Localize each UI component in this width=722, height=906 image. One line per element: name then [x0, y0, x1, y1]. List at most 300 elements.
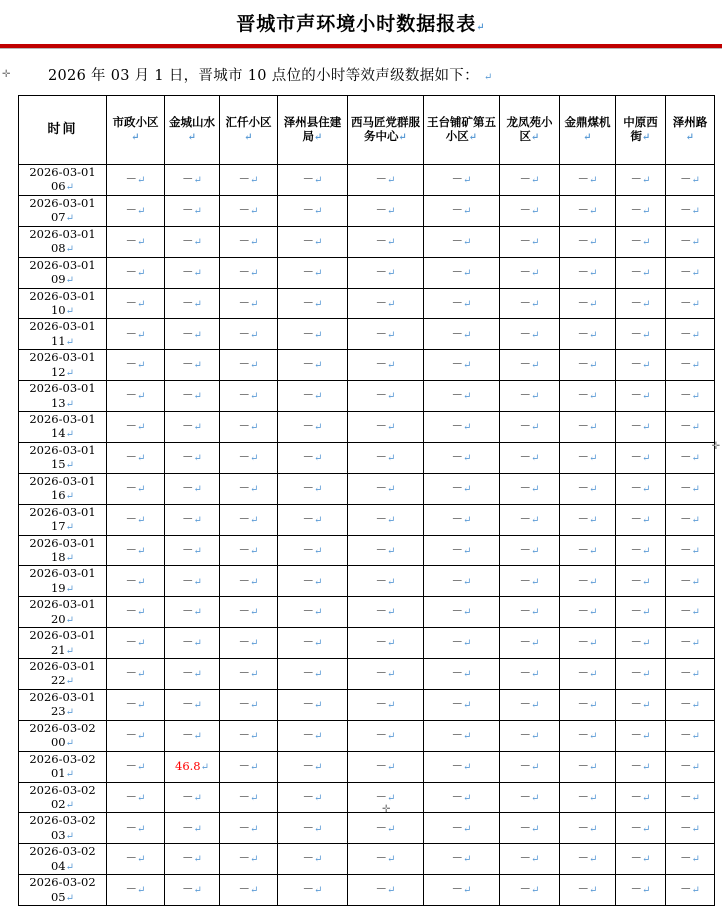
paragraph-mark-icon: ↵ [531, 483, 540, 495]
cell-value-label: － [451, 666, 464, 681]
cell-value-label: － [577, 450, 590, 465]
paragraph-mark-icon: ↵ [642, 329, 651, 341]
paragraph-mark-icon: ↵ [137, 823, 146, 835]
cell-value [560, 689, 616, 720]
cell-value [560, 165, 616, 196]
paragraph-mark-icon: ↵ [250, 607, 259, 619]
cell-value [560, 412, 616, 443]
cell-value-label: － [630, 635, 643, 650]
cell-value [278, 659, 348, 690]
cell-value-label: － [519, 233, 532, 248]
paragraph-mark-icon: ↵ [691, 607, 700, 619]
table-row [19, 844, 715, 875]
cell-value-label: － [182, 727, 194, 742]
cell-value-label: － [302, 542, 315, 557]
cell-value-label: － [630, 758, 643, 773]
cell-time [19, 751, 107, 782]
cell-value [666, 381, 715, 412]
cell-time [19, 473, 107, 504]
paragraph-mark-icon: ↵ [137, 206, 146, 218]
cell-value-label: － [375, 542, 388, 557]
paragraph-mark-icon: ↵ [314, 236, 323, 248]
cell-value [560, 628, 616, 659]
cell-value-label: － [375, 758, 388, 773]
paragraph-mark-icon: ↵ [463, 823, 472, 835]
cell-value [348, 288, 424, 319]
paragraph-mark-icon: ↵ [387, 885, 396, 897]
paragraph-mark-icon: ↵ [589, 792, 598, 804]
table-row [19, 442, 715, 473]
cell-value [424, 659, 500, 690]
paragraph-mark-icon: ↵ [137, 885, 146, 897]
paragraph-mark-icon: ↵ [642, 453, 651, 465]
paragraph-mark-icon: ↵ [691, 483, 700, 495]
paragraph-mark-icon: ↵ [531, 792, 540, 804]
cell-value-label: － [375, 882, 388, 897]
cell-value-label: － [238, 666, 251, 681]
paragraph-mark-icon: ↵ [193, 823, 202, 835]
cell-value-label: － [238, 388, 251, 403]
cell-value [107, 319, 165, 350]
paragraph-mark-icon: ↵ [244, 132, 253, 144]
paragraph-mark-icon: ↵ [642, 360, 651, 372]
cell-value-label: － [680, 419, 692, 434]
cell-value [616, 226, 666, 257]
table-row [19, 659, 715, 690]
cell-value-label: － [519, 758, 532, 773]
paragraph-mark-icon: ↵ [314, 329, 323, 341]
cell-value [165, 689, 220, 720]
cell-value-label: － [451, 697, 464, 712]
cell-time-label: 2026-03-01 13 [29, 381, 96, 410]
paragraph-mark-icon: ↵ [314, 360, 323, 372]
paragraph-mark-icon: ↵ [387, 730, 396, 742]
paragraph-mark-icon: ↵ [65, 738, 75, 750]
table-row [19, 782, 715, 813]
cell-value-label: － [519, 573, 532, 588]
paragraph-mark-icon: ↵ [387, 329, 396, 341]
paragraph-mark-icon: ↵ [250, 792, 259, 804]
paragraph-mark-icon: ↵ [250, 175, 259, 187]
paragraph-mark-icon: ↵ [137, 391, 146, 403]
paragraph-mark-icon: ↵ [65, 861, 75, 873]
paragraph-mark-icon: ↵ [314, 391, 323, 403]
cell-value-label: － [630, 820, 643, 835]
cell-value [348, 720, 424, 751]
paragraph-mark-icon: ↵ [314, 885, 323, 897]
cell-value-label: － [451, 357, 464, 372]
cell-value [348, 566, 424, 597]
cell-value-label: － [577, 295, 590, 310]
paragraph-mark-icon: ↵ [250, 267, 259, 279]
cell-value [616, 257, 666, 288]
cell-value [278, 442, 348, 473]
cell-value-label: 46.8 [175, 758, 201, 773]
cell-value-label: － [680, 264, 692, 279]
paragraph-mark-icon: ↵ [691, 700, 700, 712]
cell-value [666, 195, 715, 226]
cell-value [165, 782, 220, 813]
cell-value-label: － [375, 573, 388, 588]
paragraph-mark-icon: ↵ [387, 514, 396, 526]
cell-time [19, 381, 107, 412]
cell-time-label: 2026-03-01 08 [29, 226, 96, 256]
cell-time [19, 566, 107, 597]
cell-value-label: － [577, 357, 590, 372]
cell-value [278, 412, 348, 443]
cell-value [560, 535, 616, 566]
cell-value [424, 381, 500, 412]
cell-value-label: － [302, 419, 315, 434]
cell-value-label: － [125, 295, 138, 310]
cell-value [107, 751, 165, 782]
paragraph-mark-icon: ↵ [314, 761, 323, 773]
paragraph-mark-icon: ↵ [387, 360, 396, 372]
cell-value-label: － [630, 419, 643, 434]
cell-value-label: － [125, 172, 138, 187]
paragraph-mark-icon: ↵ [531, 576, 540, 588]
cell-value-label: － [630, 295, 643, 310]
cell-value-label: － [302, 727, 315, 742]
paragraph-mark-icon: ↵ [589, 360, 598, 372]
table-row [19, 195, 715, 226]
table-row [19, 504, 715, 535]
cell-value-label: － [519, 388, 532, 403]
cell-value-label: － [451, 511, 464, 526]
paragraph-mark-icon: ↵ [193, 607, 202, 619]
paragraph-mark-icon: ↵ [250, 854, 259, 866]
paragraph-mark-icon: ↵ [589, 453, 598, 465]
paragraph-mark-icon: ↵ [387, 453, 396, 465]
cell-value [616, 442, 666, 473]
cell-value-label: － [302, 357, 315, 372]
cell-value [666, 813, 715, 844]
paragraph-mark-icon: ↵ [589, 638, 598, 650]
paragraph-mark-icon: ↵ [691, 422, 700, 434]
cell-value [424, 628, 500, 659]
cell-value-label: － [302, 573, 315, 588]
paragraph-mark-icon: ↵ [463, 730, 472, 742]
cell-value [616, 195, 666, 226]
cell-value [500, 535, 560, 566]
cell-value [666, 597, 715, 628]
cell-value [348, 535, 424, 566]
cell-value-label: － [125, 604, 138, 619]
cell-time-label: 2026-03-02 00 [29, 720, 96, 750]
paragraph-mark-icon: ↵ [387, 700, 396, 712]
cell-value-label: － [577, 727, 590, 742]
cell-value-label: － [577, 264, 590, 279]
paragraph-mark-icon: ↵ [65, 213, 75, 225]
cell-value [220, 226, 278, 257]
paragraph-mark-icon: ↵ [463, 483, 472, 495]
cell-time-label: 2026-03-02 03 [29, 813, 96, 842]
column-header-10 [666, 96, 715, 165]
table-row [19, 226, 715, 257]
cell-value [278, 226, 348, 257]
paragraph-mark-icon: ↵ [314, 514, 323, 526]
cell-value [666, 875, 715, 906]
cell-value-label: － [375, 233, 388, 248]
cell-value-label: － [182, 419, 194, 434]
paragraph-mark-icon: ↵ [314, 453, 323, 465]
cell-value [500, 813, 560, 844]
cell-value [107, 195, 165, 226]
paragraph-mark-icon: ↵ [691, 576, 700, 588]
cell-value-label: － [182, 697, 194, 712]
cell-value [220, 689, 278, 720]
cell-value-label: － [680, 357, 692, 372]
cell-value [220, 813, 278, 844]
cell-value-label: － [125, 511, 138, 526]
cell-value [616, 628, 666, 659]
cell-value-label: － [630, 851, 643, 866]
cell-value [424, 813, 500, 844]
cell-value [220, 442, 278, 473]
cell-value-label: － [302, 820, 315, 835]
paragraph-mark-icon: ↵ [589, 669, 598, 681]
paragraph-mark-icon: ↵ [250, 885, 259, 897]
paragraph-mark-icon: ↵ [193, 730, 202, 742]
paragraph-mark-icon: ↵ [642, 483, 651, 495]
cell-value [165, 165, 220, 196]
paragraph-mark-icon: ↵ [137, 422, 146, 434]
cell-value [424, 195, 500, 226]
cell-value-label: － [182, 264, 194, 279]
paragraph-mark-icon: ↵ [250, 360, 259, 372]
cell-value [424, 597, 500, 628]
cell-value-label: － [577, 480, 590, 495]
column-header-5 [348, 96, 424, 165]
paragraph-mark-icon: ↵ [531, 360, 540, 372]
paragraph-mark-icon: ↵ [387, 483, 396, 495]
paragraph-mark-icon: ↵ [642, 730, 651, 742]
cell-value-label: － [451, 203, 464, 218]
cell-value-label: － [238, 357, 251, 372]
cell-value [165, 381, 220, 412]
cell-value-label: － [125, 697, 138, 712]
cell-value-label: － [375, 450, 388, 465]
cell-value-label: － [519, 851, 532, 866]
cell-value [666, 442, 715, 473]
cell-value-label: － [238, 882, 251, 897]
paragraph-mark-icon: ↵ [314, 700, 323, 712]
cell-value-label: － [182, 789, 194, 804]
paragraph-mark-icon: ↵ [531, 730, 540, 742]
cell-value-label: － [630, 450, 643, 465]
cell-value-label: － [451, 419, 464, 434]
cell-value-label: － [680, 882, 692, 897]
cell-value [500, 875, 560, 906]
cell-value [348, 875, 424, 906]
cell-value-label: － [302, 697, 315, 712]
paragraph-mark-icon: ↵ [65, 799, 75, 811]
column-header-1 [107, 96, 165, 165]
cell-value-label: － [238, 635, 251, 650]
cell-value-label: － [519, 357, 532, 372]
paragraph-mark-icon: ↵ [691, 206, 700, 218]
cell-value-label: － [577, 172, 590, 187]
cell-value [220, 566, 278, 597]
table-row [19, 381, 715, 412]
cell-value-label: － [238, 172, 251, 187]
cell-time [19, 813, 107, 844]
cell-value [424, 412, 500, 443]
column-header-label: 金鼎煤机 [564, 115, 611, 130]
paragraph-mark-icon: ↵ [193, 792, 202, 804]
paragraph-mark-icon: ↵ [531, 700, 540, 712]
cell-value-label: － [238, 758, 251, 773]
cell-value-label: － [375, 511, 388, 526]
paragraph-mark-icon: ↵ [193, 545, 202, 557]
cell-value-label: － [125, 264, 138, 279]
cell-value-label: － [519, 326, 532, 341]
cell-value [348, 226, 424, 257]
cell-value-label: － [125, 203, 138, 218]
column-header-label: 王台铺矿第五小区 [427, 115, 496, 144]
cell-value [220, 875, 278, 906]
cell-value-label: － [302, 882, 315, 897]
cell-value [220, 381, 278, 412]
cell-value-label: － [302, 511, 315, 526]
cell-time [19, 165, 107, 196]
paragraph-mark-icon: ↵ [589, 854, 598, 866]
paragraph-mark-icon: ↵ [387, 792, 396, 804]
paragraph-mark-icon: ↵ [250, 206, 259, 218]
paragraph-mark-icon: ↵ [483, 72, 493, 83]
cell-value-label: － [375, 172, 388, 187]
cell-time-label: 2026-03-02 01 [29, 751, 96, 780]
cell-value [424, 257, 500, 288]
cell-value [278, 689, 348, 720]
paragraph-mark-icon: ↵ [137, 700, 146, 712]
cell-value [560, 751, 616, 782]
cell-value-label: － [630, 264, 643, 279]
cell-value-label: － [519, 727, 532, 742]
paragraph-mark-icon: ↵ [463, 329, 472, 341]
column-header-9 [616, 96, 666, 165]
paragraph-mark-icon: ↵ [65, 676, 75, 688]
cell-value-label: － [375, 666, 388, 681]
cell-time [19, 504, 107, 535]
paragraph-mark-icon: ↵ [65, 182, 75, 194]
cell-value-label: － [125, 450, 138, 465]
table-row [19, 813, 715, 844]
paragraph-mark-icon: ↵ [589, 267, 598, 279]
cell-value-label: － [238, 264, 251, 279]
paragraph-mark-icon: ↵ [314, 823, 323, 835]
cell-value [165, 566, 220, 597]
cell-value [165, 504, 220, 535]
paragraph-mark-icon: ↵ [531, 175, 540, 187]
cell-value [424, 473, 500, 504]
paragraph-mark-icon: ↵ [691, 236, 700, 248]
table-row [19, 412, 715, 443]
paragraph-mark-icon: ↵ [691, 329, 700, 341]
cell-time-label: 2026-03-01 18 [29, 535, 96, 564]
cell-value-label: － [630, 666, 643, 681]
paragraph-mark-icon: ↵ [463, 422, 472, 434]
cell-value-label: － [451, 233, 464, 248]
paragraph-mark-icon: ↵ [193, 298, 202, 310]
paragraph-mark-icon: ↵ [137, 669, 146, 681]
cell-value [424, 751, 500, 782]
cell-value-label: － [125, 233, 138, 248]
cell-value [666, 288, 715, 319]
cell-value-label: － [238, 573, 251, 588]
cell-value-label: － [577, 820, 590, 835]
cell-value [616, 566, 666, 597]
cell-value-label: － [680, 542, 692, 557]
table-row [19, 751, 715, 782]
paragraph-mark-icon: ↵ [193, 360, 202, 372]
paragraph-mark-icon: ↵ [691, 514, 700, 526]
cell-value [424, 689, 500, 720]
cell-value-label: － [577, 851, 590, 866]
paragraph-mark-icon: ↵ [250, 700, 259, 712]
cell-value-label: － [238, 851, 251, 866]
paragraph-mark-icon: ↵ [642, 792, 651, 804]
paragraph-mark-icon: ↵ [387, 298, 396, 310]
paragraph-mark-icon: ↵ [193, 422, 202, 434]
paragraph-mark-icon: ↵ [463, 761, 472, 773]
cell-time [19, 628, 107, 659]
paragraph-mark-icon: ↵ [642, 236, 651, 248]
cell-value-label: － [125, 820, 138, 835]
page-title [0, 0, 722, 42]
cell-value [278, 288, 348, 319]
cell-time [19, 689, 107, 720]
cell-value [424, 535, 500, 566]
paragraph-mark-icon: ↵ [193, 854, 202, 866]
cell-value [500, 442, 560, 473]
cell-value [560, 813, 616, 844]
paragraph-mark-icon: ↵ [314, 545, 323, 557]
cell-value-label: － [302, 604, 315, 619]
cell-value [424, 504, 500, 535]
paragraph-mark-icon: ↵ [250, 483, 259, 495]
cell-value-label: － [125, 388, 138, 403]
paragraph-mark-icon: ↵ [250, 422, 259, 434]
cell-value [220, 319, 278, 350]
paragraph-mark-icon: ↵ [387, 422, 396, 434]
paragraph-mark-icon: ↵ [531, 422, 540, 434]
paragraph-mark-icon: ↵ [691, 638, 700, 650]
cell-value-label: － [451, 480, 464, 495]
cell-value [616, 875, 666, 906]
column-header-7 [500, 96, 560, 165]
cell-value [220, 165, 278, 196]
cell-value [500, 257, 560, 288]
cell-value-label: － [238, 697, 251, 712]
header-gray-rule [0, 48, 722, 49]
cell-value [424, 226, 500, 257]
paragraph-mark-icon: ↵ [691, 885, 700, 897]
cell-value [107, 504, 165, 535]
cell-value-label: － [519, 635, 532, 650]
column-header-label: 金城山水 [169, 115, 215, 130]
cell-value [500, 751, 560, 782]
paragraph-mark-icon: ↵ [387, 175, 396, 187]
cell-value [616, 381, 666, 412]
cell-time [19, 875, 107, 906]
paragraph-mark-icon: ↵ [531, 329, 540, 341]
paragraph-mark-icon: ↵ [531, 514, 540, 526]
cell-value-label: － [375, 851, 388, 866]
cell-value [616, 751, 666, 782]
cell-value-label: － [451, 264, 464, 279]
cell-value-label: － [630, 172, 643, 187]
